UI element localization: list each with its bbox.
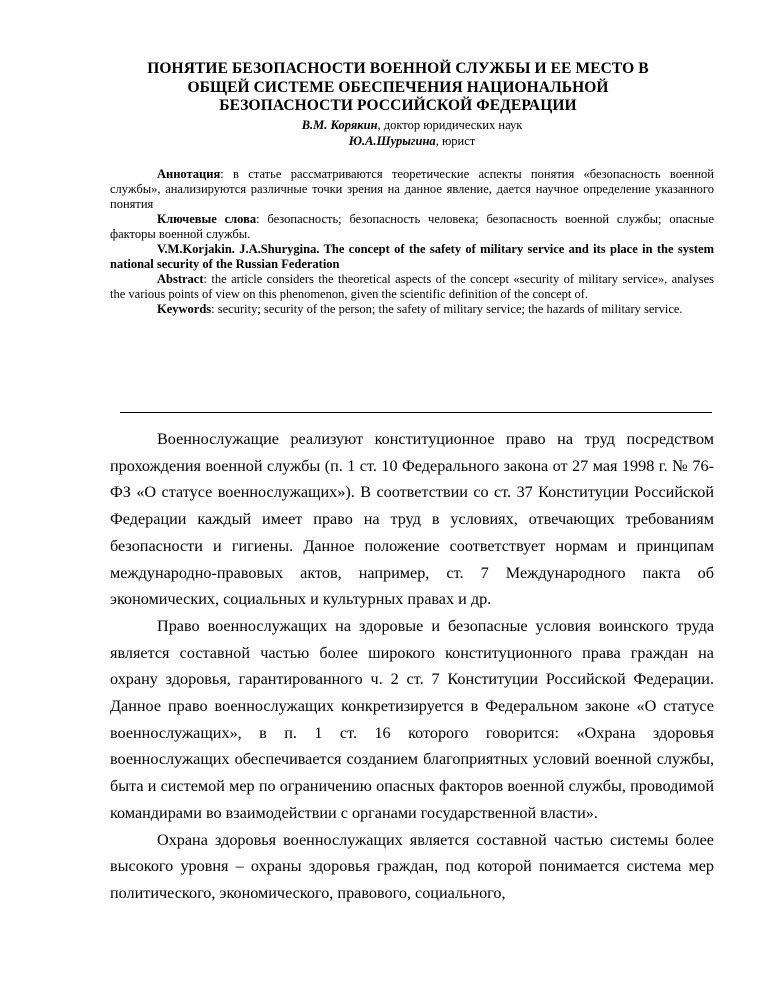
keywords-ru-text: : безопасность; безопасность человека; безопасность военной службы; опасные факторы военной службы. (110, 211, 714, 241)
author-role: , юрист (435, 133, 476, 148)
author-line (110, 133, 714, 149)
body-text (110, 426, 714, 907)
separator-line (120, 412, 712, 413)
author-line (110, 117, 714, 133)
annotation-paragraph (110, 167, 714, 212)
author-list (110, 117, 714, 149)
body-paragraph: Военнослужащие реализуют конституционное право на труд посредством прохождения военной службы (п. 1 ст. 10 Федерального закона от 27 мая 1998 г. № 76-ФЗ «О статусе военнослужащих»). В соответствии со ст. 37 Конституции Российской Федерации каждый имеет право на труд в условиях, отвечающих требованиям безопасности и гигиены. Данное положение соответствует нормам и принципам международно-правовых актов, например, ст. 7 Международного пакта об экономических, социальных и культурных правах и др. (110, 430, 714, 609)
article-title: ПОНЯТИЕ БЕЗОПАСНОСТИ ВОЕННОЙ СЛУЖБЫ И ЕЕ МЕСТО В ОБЩЕЙ СИСТЕМЕ ОБЕСПЕЧЕНИЯ НАЦИОНАЛЬНОЙ БЕЗОПАСНОСТИ РОССИЙСКОЙ ФЕДЕРАЦИИ (147, 60, 649, 114)
english-title: V.M.Korjakin. J.A.Shurygina. The concept of the safety of military service and its place in the system national security of the Russian Federation (110, 241, 714, 271)
abstract-en-paragraph (110, 272, 714, 302)
abstract-block (110, 167, 714, 317)
keywords-ru-paragraph (110, 212, 714, 242)
abstract-en-text: : the article considers the theoretical aspects of the concept «security of military service», analyses the various points of view on this phenomenon, given the scientific definition of the concept of. (110, 271, 714, 301)
document-page (110, 60, 714, 902)
body-paragraph: Охрана здоровья военнослужащих является составной частью системы более высокого уровня – охраны здоровья граждан, под которой понимается система мер политического, экономического, правового, социального, (110, 830, 714, 902)
keywords-en-paragraph (110, 302, 714, 317)
author-name: В.М. Корякин (301, 117, 378, 132)
author-name: Ю.А.Шурыгина (348, 133, 436, 148)
author-role: , доктор юридических наук (377, 117, 523, 132)
english-title-paragraph (110, 242, 714, 272)
body-paragraph: Право военнослужащих на здоровые и безопасные условия воинского труда является составной частью более широкого конституционного права граждан на охрану здоровья, гарантированного ч. 2 ст. 7 Конституции Российской Федерации. Данное право военнослужащих конкретизируется в Федеральном законе «О статусе военнослужащих», в п. 1 ст. 16 которого говорится: «Охрана здоровья военнослужащих обеспечивается созданием благоприятных условий военной службы, быта и системой мер по ограничению опасных факторов военной службы, проводимой командирами во взаимодействии с органами государственной власти». (110, 616, 714, 822)
keywords-ru-label: Ключевые слова (157, 211, 257, 226)
annotation-text: : в статье рассматриваются теоретические аспекты понятия «безопасность военной службы», анализируются различные точки зрения на данное явление, дается научное определение указанного понятия (110, 166, 714, 211)
abstract-en-label: Abstract (157, 271, 204, 286)
keywords-en-label: Keywords (157, 301, 212, 316)
annotation-label: Аннотация (157, 166, 221, 181)
keywords-en-text: : security; security of the person; the safety of military service; the hazards of military service. (211, 301, 683, 316)
